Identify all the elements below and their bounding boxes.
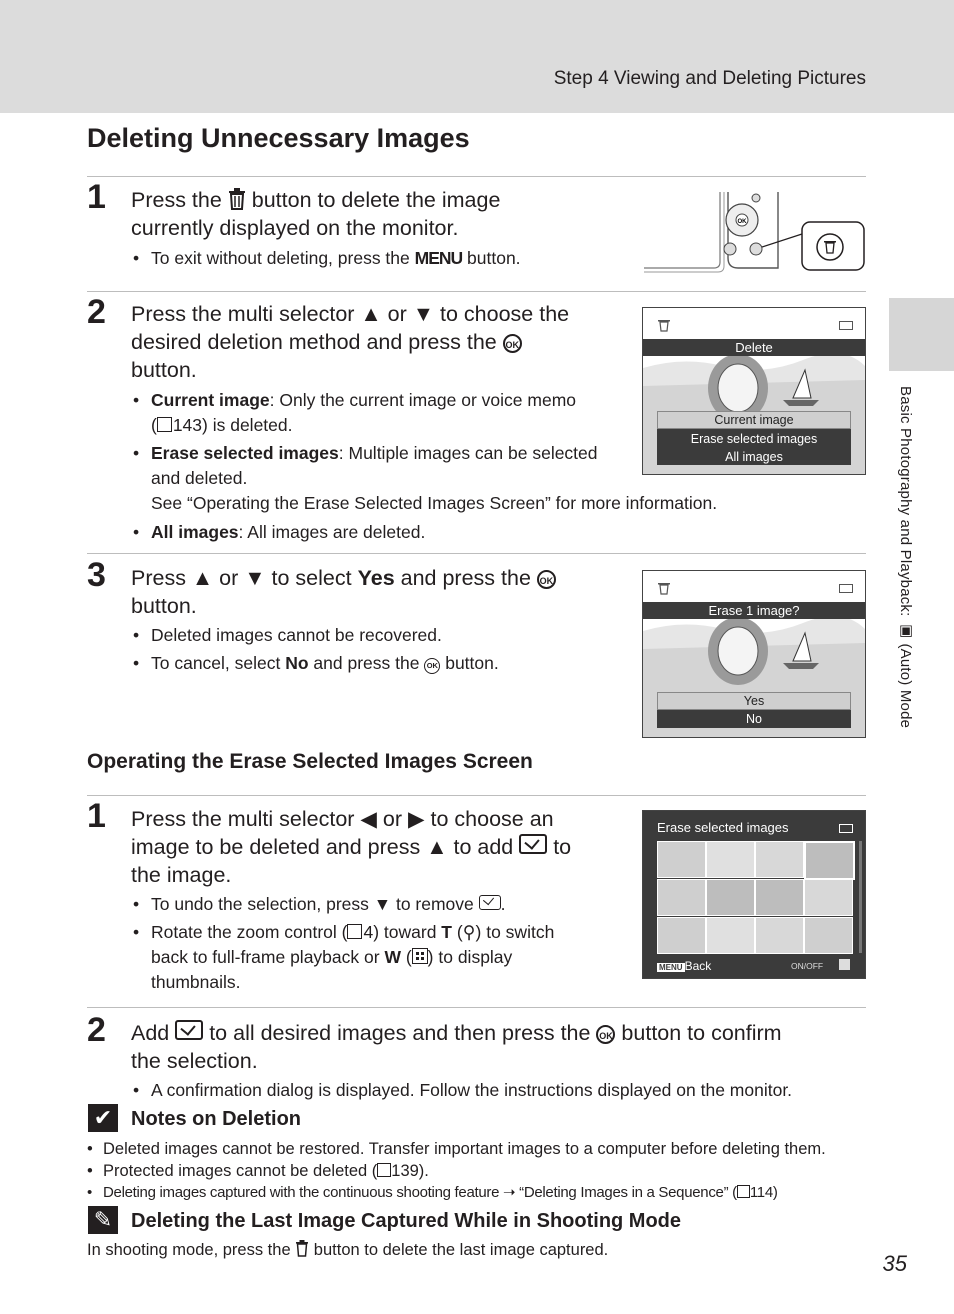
screen-title: Erase 1 image?: [643, 602, 865, 619]
trash-icon: [295, 1240, 309, 1257]
delete-mark-icon: [479, 895, 501, 910]
confirm-no-option[interactable]: No: [746, 712, 762, 726]
confirm-screen: [642, 570, 866, 738]
thumbnail[interactable]: [804, 879, 853, 916]
thumbnail[interactable]: [706, 917, 755, 954]
step-instruction: Add to all desired images and then press the OK button to confirm the selection.: [131, 1021, 782, 1073]
notes-list: • Deleted images cannot be restored. Transfer important images to a computer before deleting them. • Protected images cannot be deleted ( 139). • Deleting images captured with the continuous shooting feature ➝ “Deleting Images in a Sequence” ( 114): [87, 1138, 877, 1204]
confirm-yes-option[interactable]: Yes: [657, 692, 851, 710]
ok-button-icon: OK: [503, 334, 522, 353]
divider: [87, 553, 866, 554]
battery-icon: [839, 321, 853, 330]
ok-button-icon: OK: [424, 658, 440, 674]
page-number: 35: [882, 1251, 907, 1276]
onoff-hint: ON/OFF: [791, 961, 824, 971]
step-instruction: Press the multi selector ◀ or ▶ to choose an image to be deleted and press ▲ to add to the image.: [131, 807, 572, 887]
side-tab-label: Basic Photography and Playback: ▣ (Auto) Mode: [897, 386, 914, 729]
side-tab: [889, 298, 954, 371]
thumbnail[interactable]: [657, 879, 706, 916]
subsection-title: Operating the Erase Selected Images Screen: [87, 750, 533, 773]
step-bullets: • To undo the selection, press ▼ to remove . • Rotate the zoom control ( 4) toward T (⚲) to switch back to full-frame playback or W ( ) to display thumbnails.: [131, 892, 621, 995]
trash-icon: [657, 581, 671, 595]
delete-mark-icon: [175, 1020, 203, 1040]
menu-option-erase-selected[interactable]: Erase selected images: [690, 432, 818, 446]
menu-option-all-images[interactable]: All images: [725, 450, 783, 464]
zoom-in-icon: ⚲: [462, 922, 476, 942]
trash-icon: [228, 188, 246, 210]
thumbnail[interactable]: [755, 841, 804, 878]
delete-menu-screen: [642, 307, 866, 475]
camera-back-illustration: [644, 192, 867, 274]
step-instruction: Press the button to delete the image currently displayed on the monitor.: [131, 188, 501, 240]
thumbnail-selected[interactable]: [804, 841, 855, 880]
notes-title: Notes on Deletion: [131, 1108, 302, 1130]
delete-mark-icon: [519, 834, 547, 854]
screen-title: Erase selected images: [657, 820, 789, 835]
tip-title: Deleting the Last Image Captured While in Shooting Mode: [131, 1210, 682, 1232]
divider: [87, 291, 866, 292]
reference-icon: [347, 924, 362, 939]
step-bullets: • Deleted images cannot be recovered. • To cancel, select No and press the OK button.: [131, 623, 499, 676]
thumbnail[interactable]: [804, 917, 853, 954]
back-hint: MENU Back: [659, 959, 712, 973]
ok-button-icon: OK: [537, 570, 556, 589]
screen-title: Delete: [643, 339, 865, 356]
scrollbar[interactable]: [859, 841, 862, 953]
thumbnail[interactable]: [755, 879, 804, 916]
step-number: 1: [87, 797, 106, 835]
tip-text: In shooting mode, press the button to delete the last image captured.: [87, 1241, 609, 1259]
reference-icon: [737, 1185, 750, 1198]
divider: [87, 176, 866, 177]
step-number: 3: [87, 556, 106, 594]
thumbnail[interactable]: [657, 841, 706, 878]
pencil-note-icon: ✎: [88, 1206, 118, 1234]
header-band: [0, 0, 954, 113]
step-number: 2: [87, 1011, 106, 1049]
thumbnail[interactable]: [657, 917, 706, 954]
divider: [87, 795, 866, 796]
step-number: 1: [87, 178, 106, 216]
step-bullets: • To exit without deleting, press the MENU button.: [131, 246, 521, 271]
step-instruction: Press the multi selector ▲ or ▼ to choose the desired deletion method and press the OK button.: [131, 302, 570, 382]
step-bullets: • Current image: Only the current image or voice memo ( 143) is deleted.: [131, 388, 631, 438]
section-title: Step 4 Viewing and Deleting Pictures: [553, 68, 866, 89]
step-bullets: • All images: All images are deleted.: [131, 520, 425, 545]
menu-icon: MENU: [414, 248, 463, 268]
battery-icon: [839, 824, 853, 833]
menu-option-current-image[interactable]: Current image: [657, 411, 851, 429]
step-bullets: • A confirmation dialog is displayed. Follow the instructions displayed on the monitor.: [131, 1078, 866, 1103]
caution-icon: ✔: [88, 1104, 118, 1132]
trash-icon: [657, 318, 671, 332]
thumbnail-icon: [412, 948, 428, 964]
page-title: Deleting Unnecessary Images: [87, 123, 470, 153]
erase-selected-screen: [642, 810, 866, 979]
reference-icon: [157, 417, 172, 432]
thumbnail-grid: [657, 841, 853, 953]
divider: [87, 1007, 866, 1008]
step-instruction: Press ▲ or ▼ to select Yes and press the OK button.: [131, 564, 556, 620]
thumbnail[interactable]: [706, 841, 755, 878]
ok-button-icon: OK: [596, 1025, 615, 1044]
svg-text:OK: OK: [737, 219, 747, 225]
battery-icon: [839, 584, 853, 593]
step-bullets: • Erase selected images: Multiple images can be selected and deleted. See “Operating the Erase Selected Images Screen” for more information.: [131, 441, 771, 516]
thumbnail[interactable]: [706, 879, 755, 916]
reference-icon: [377, 1163, 391, 1177]
step-number: 2: [87, 293, 106, 331]
thumbnail[interactable]: [755, 917, 804, 954]
zoom-icon: [839, 959, 850, 970]
